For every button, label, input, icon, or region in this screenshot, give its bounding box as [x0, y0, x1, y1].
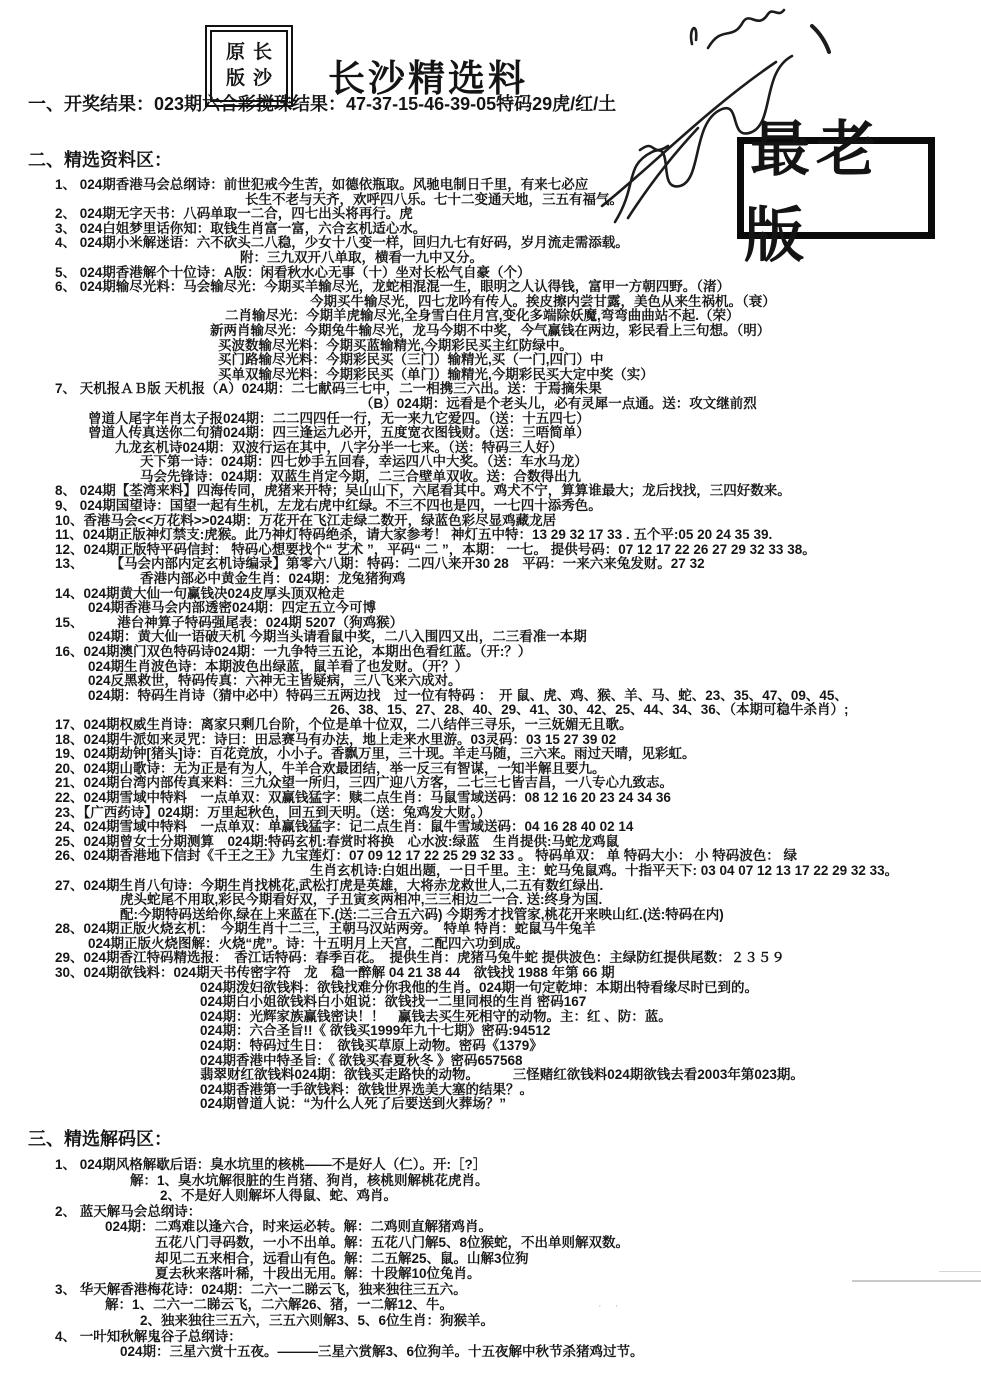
decode-list: [0, 1157, 981, 1360]
content-line: 22、024期雪域中特料 一点单双：双赢钱猛字：赎二点生肖：马鼠雪域送码：08 12 16 20 23 24 34 36: [55, 789, 671, 805]
content-line: 24、024期雪域中特料 一点单双：单赢钱猛字：记二点生肖：鼠牛雪域送码：04 16 28 40 02 14: [55, 819, 634, 835]
content-line: 2、独来独往三五六，三五六则解3、5、6位生肖：狗猴羊。: [140, 1312, 495, 1328]
content-line: 024期曾道人说：“为什么人死了后要送到火葬场？”: [200, 1096, 507, 1112]
content-line: 买门路输尽光料：今期彩民买（三门）输精光,买（一门,四门）中: [218, 352, 604, 368]
content-line: 024期香港马会内部透密024期：四定五立今可博: [88, 600, 377, 616]
content-line: 30、024期欲钱料：024期天书传密字符 龙 稳一醉解 04 21 38 44 欲钱找 1988 年第 66 期: [55, 965, 615, 981]
content-line: （B）024期：远看是个老头儿，必有灵犀一点通。送：攻文继前烈: [360, 395, 757, 411]
content-line: 翡翠财红欲钱料024期：欲钱买走路快的动物。 三怪赌红欲钱料024期欲钱去看2003年第023期。: [200, 1067, 804, 1083]
scan-artifact-dots: · ·: [598, 1300, 624, 1312]
content-line: 27、024期生肖八句诗：今期生肖找桃花,武松打虎是英雄，大将赤龙救世人,二五有数红绿出.: [55, 877, 604, 893]
content-line: 024期：二鸡难以逢六合，时来运必转。解：二鸡则直解猪鸡肖。: [105, 1219, 493, 1235]
content-line: 10、香港马会<<万花料>>024期：万花开在飞江走绿二数开，绿蓝色彩尽显鸡藏龙居: [55, 512, 557, 528]
content-line: 21、024期台湾内部传真来料：三九众望一所归，三四广迎八方客，二七三七皆吉昌，一八专心九致志。: [55, 775, 674, 791]
content-line: 1、 024期风格解歇后语：臭水坑里的核桃——不是好人（仁）。开:［?］: [55, 1157, 487, 1172]
content-line: 长生不老与天齐，欢呼四八乐。七十二变通天地，三五有福气。: [245, 191, 623, 207]
content-line: 024期正版火烧图解：火烧“虎”。诗：十五明月上天宫，二配四六功到成。: [88, 935, 530, 951]
content-line: 7、 天机报ＡＢ版 天机报（A）024期：二七献码三七中，二一相携三六出。送：于焉摘朱果: [55, 381, 602, 397]
content-line: 3、 024白姐梦里话你知：取钱生肖富一富，六合玄机适心水。: [55, 220, 427, 236]
content-line: 17、024期权威生肖诗：离家只剩几台阶，个位是单十位双，二八结伴三寻乐，一三妩媚无且歌。: [55, 716, 633, 732]
content-line: 024期香港第一手欲钱料：欲钱世界选美大塞的结果？。: [200, 1081, 534, 1097]
content-line: 今期买牛输尽光，四七龙吟有传人。挨皮擦内尝甘露，美色从来生祸机。（衰）: [310, 293, 776, 309]
content-line: 附：三九双开八单取，横看一九中又分。: [240, 249, 483, 265]
content-line: 024期：特码生肖诗（猜中必中）特码三五两边找 过一位有特码 ： 开 鼠、虎、鸡、猴、羊、马、蛇、23、35、47、09、45、: [88, 687, 848, 703]
content-line: 024期：三星六赏十五夜。———三星六赏解3、6位狗羊。十五夜解中秋节杀猪鸡过节。: [120, 1344, 644, 1360]
draw-result-text: 023期六合彩搅珠结果：47-37-15-46-39-05特码29虎/红/土: [154, 94, 617, 114]
content-line: 11、024期正版神灯禁支:虎猴。此乃神灯特码绝杀，请大家参考！ 神灯五中特：13 29 32 17 33 . 五个平:05 20 24 35 39.: [55, 527, 773, 543]
edition-badge: 最老版: [737, 137, 935, 239]
content-line: 29、024期香江特码精选报： 香江话特码：春季百花。 提供生肖：虎猪马兔牛蛇 提供波色：主绿防红提供尾数：２３５９: [55, 950, 785, 966]
content-line: 28、024期正版火烧玄机： 今期生肖十二三，王朝马汉站两旁。 特单 特肖：蛇鼠马牛兔羊: [55, 921, 596, 937]
content-line: 马会先锋诗：024期：双蓝生肖定今期，二三合壁单双收。送：合数得出九: [140, 468, 582, 484]
selected-materials-list: [0, 178, 981, 1112]
content-line: 五花八门寻码数，一小不出单。解：五花八门解5、8位猴蛇，不出单则解双数。: [155, 1234, 630, 1250]
content-line: 买单双输尽光料：今期彩民买（单门）输精光,今期彩民买大定中奖（实）: [218, 366, 654, 382]
content-line: 024期白小姐欲钱料白小姐说：欲钱找一二里同根的生肖 密码167: [200, 994, 587, 1010]
content-line: 12、024期正版特平码信封： 特码心想要找个“ 艺术 ”，平码“ 二 ”，本期： 一七。 提供号码：07 12 17 22 26 27 29 32 33 38。: [55, 541, 816, 557]
content-line: 8、 024期【荃湾来料】四海传同，虎猪来开特；吴山山下，六尾看其中。鸡犬不宁，算算谁最大；龙后找找，三四好数来。: [55, 483, 791, 499]
content-line: 曾道人传真送你二句猜024期：四三逢运九必开，五度宽衣图钱财。（送：三唔简单）: [88, 425, 590, 441]
stamp-text-row: 版沙: [225, 68, 280, 89]
content-line: 25、024期曾女士分期测算 024期:特码玄机:春赏时将换 心水波:绿蓝 生肖提供:马蛇龙鸡鼠: [55, 833, 620, 849]
content-line: 024期泼妇欲钱料：欲钱找难分你我他的生肖。024期一句定乾坤：本期出特看缘尽时已到的。: [200, 979, 759, 995]
content-line: 香港内部必中黄金生肖：024期：龙兔猪狗鸡: [140, 571, 406, 587]
section3-heading: 三、精选解码区：: [28, 1129, 172, 1149]
content-line: 生肖玄机诗:白姐出题，一日千里。主：蛇马兔鼠鸡。十指平天下: 03 04 07 12 13 17 22 29 32 33。: [310, 862, 899, 878]
content-line: 024期：黄大仙一语破天机 今期当头请看鼠中奖，二八入围四又出，二三看准一本期: [88, 629, 587, 645]
content-line: 3、 华天解香港梅花诗：024期：二六一二睇云飞，独来独往三五六。: [55, 1281, 467, 1297]
content-line: 16、024期澳门双色特码诗024期：一九争特三五论，本期出色看红蓝。（开:？）: [55, 644, 532, 659]
scan-artifact-line: [939, 1271, 981, 1272]
content-line: 024期生肖波色诗：本期波色出绿蓝，鼠羊看了也发财。（开？）: [88, 658, 469, 674]
content-line: 九龙玄机诗024期：双波行运在其中，八字分半一七来。（送：特码三人好）: [115, 439, 563, 455]
scan-artifact-line: [852, 1280, 981, 1282]
stamp-text-row: 原长: [225, 42, 280, 63]
draw-result-label: 一、开奖结果：: [28, 94, 154, 114]
content-line: 15、 港台神算子特码强尾表：024期 5207（狗鸡猴）: [55, 614, 404, 630]
content-line: 2、 蓝天解马会总纲诗：: [55, 1203, 202, 1219]
content-line: 26、38、15、27、28、40、29、41、30、42、25、44、34、36、（本期可稳牛杀肖）;: [330, 702, 849, 718]
content-line: 2、不是好人则解坏人得鼠、蛇、鸡肖。: [160, 1188, 398, 1204]
content-line: 024期：特码过生日： 欲钱买草原上动物。密码《1379》: [200, 1038, 543, 1054]
content-line: 024期：光辉家族赢钱密诀！！ 赢钱去买生死相守的动物。主：红 、防：蓝。: [200, 1008, 672, 1024]
content-line: 天下第一诗：024期：四七妙手五回春，幸运四八中大奖。（送：车水马龙）: [140, 454, 588, 470]
content-line: 解：1、二六一二睇云飞，二六解26、猪，一二解12、牛。: [105, 1297, 454, 1313]
content-line: 配:今期特码送给你,绿在上来蓝在下.(送:二三合五六码) 今期秀才找管家,桃花开来映山红.(送:特码在内): [120, 906, 724, 922]
content-line: 新两肖输尽光：今期兔牛输尽光，龙马今期不中奖，今气赢钱在两边，彩民看上三句想。（明）: [210, 322, 771, 338]
content-line: 024期：六合圣旨!!《 欲钱买1999年九十七期》密码:94512: [200, 1023, 551, 1039]
content-line: 13、 【马会内部内定玄机诗编录】第零六八期：特码：二四八来开30 28 平码：一来六来兔发财。27 32: [55, 556, 705, 572]
draw-result-line: [28, 90, 616, 116]
content-line: 14、024期黄大仙一句赢钱决024皮厚头顶双枪走: [55, 585, 345, 601]
page-title: 长沙精选料: [328, 58, 528, 99]
content-line: 解：1、臭水坑解很脏的生肖猪、狗肖，核桃则解桃花虎肖。: [130, 1172, 489, 1188]
content-line: 夏去秋来落叶稀，十段出无用。解：十段解10位兔肖。: [155, 1266, 481, 1282]
content-line: 024期香港中特圣旨:《 欲钱买春夏秋冬 》密码657568: [200, 1052, 523, 1068]
content-line: 19、024期劫钟[猪头]诗：百花竞放，小小子。香飘万里，三十现。羊走马随，三六来。雨过天晴，见彩虹。: [55, 746, 696, 762]
content-line: 024反黑救世，特码传真：六神无主皆疑病，三八飞来六成对。: [88, 673, 462, 689]
content-line: 5、 024期香港解个十位诗：A版：闲看秋水心无事（十）坐对长松气自豪（个）: [55, 264, 531, 280]
content-line: 6、 024期输尽光料：马会输尽光：今期买羊输尽光，龙蛇相混混一生，眼明之人认得钱，富甲一方朝四野。（渚）: [55, 279, 731, 295]
content-line: 4、 024期小米解迷语：六不砍头二八稳，少女十八变一样，回归九七有好码，岁月流走需添载。: [55, 235, 629, 251]
content-line: 曾道人尾字年肖太子报024期：二二四四任一行，无一来九它爱四。（送：十五四七）: [88, 410, 590, 426]
content-line: 20、024期山歌诗：无为正是有为人，牛羊合欢最团结，举一反三有智谋，一知半解且要九。: [55, 760, 606, 776]
section2-heading: 二、精选资料区：: [28, 150, 172, 170]
content-line: 二肖输尽光：今期羊虎输尽光,全身雪白住月宫,变化多端除妖魔,弯弯曲曲站不起.（荣）: [225, 308, 740, 324]
content-line: 买波数输尽光料：今期买蓝输精光,今期彩民买主红防绿中。: [218, 337, 573, 353]
content-line: 9、 024期国望诗：国望一起有生机，左龙右虎中红绿。不三不四也是四，一七四十添秀色。: [55, 498, 602, 514]
content-line: 23、【广西药诗】024期：万里起秋色，回五到天明。（送：兔鸡发大财。）: [55, 804, 491, 820]
document-body: [0, 146, 981, 1360]
content-line: 2、 024期无字天书：八码单取一二合，四七出头将再行。虎: [55, 206, 413, 222]
content-line: 18、024期牛派如来灵咒：诗曰：田忌赛马有办法，地上走来水里游。03灵码：03 15 27 39 02: [55, 731, 617, 747]
content-line: 26、024期香港地下信封《千王之王》九宝莲灯：07 09 12 17 22 25 29 32 33 。 特码单双： 单 特码大小： 小 特码波色： 绿: [55, 848, 797, 864]
content-line: 1、 024期香港马会总纲诗：前世犯戒今生苦，如德依瓶取。风驰电制日千里，有来七必应: [55, 177, 589, 192]
content-line: 却见二五来相合，远看山有色。解：二五解25、鼠。山解3位狗: [155, 1250, 529, 1266]
content-line: 4、 一叶知秋解鬼谷子总纲诗：: [55, 1328, 242, 1344]
content-line: 虎头蛇尾不用取,彩民今期看好双，子丑寅亥两相冲,三三相边二一合. 送:终身为国.: [120, 892, 603, 908]
